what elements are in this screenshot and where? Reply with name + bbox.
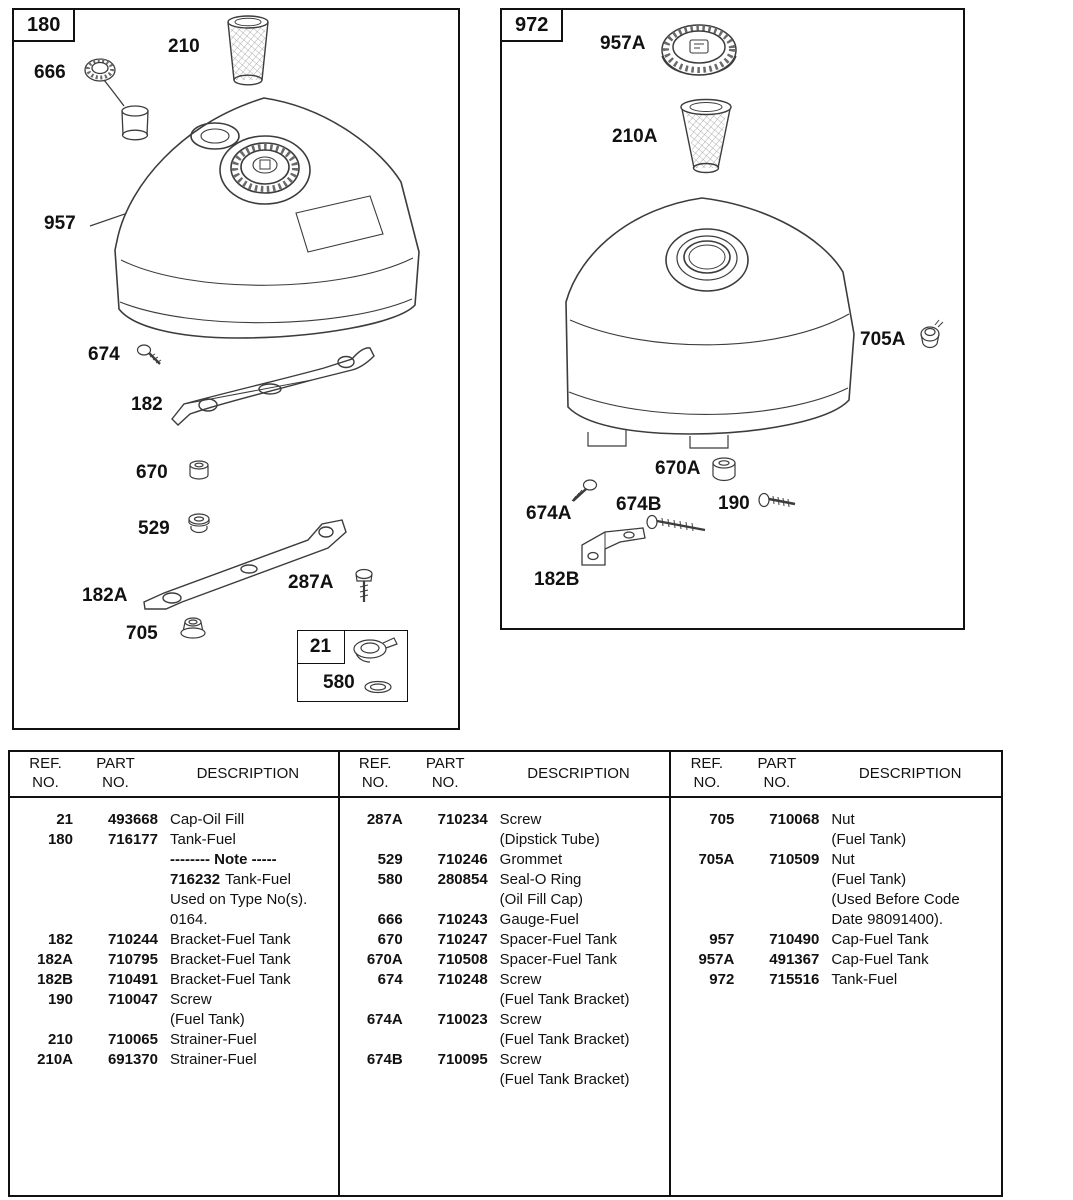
inset-box-21-580 xyxy=(297,630,408,702)
desc-cell: -------- Note ----- xyxy=(170,851,277,868)
desc-cell: Spacer-Fuel Tank xyxy=(499,951,617,968)
callout-182A: 182A xyxy=(82,585,128,606)
desc-cell: (Fuel Tank Bracket) xyxy=(499,991,630,1008)
part-cell xyxy=(403,830,488,850)
desc-cell: Screw xyxy=(499,1011,542,1028)
table-row xyxy=(679,830,997,850)
ref-cell: 666 xyxy=(377,911,403,928)
table-row xyxy=(348,1030,666,1050)
diagram-panel-972 xyxy=(500,8,965,630)
desc-cell: Cap-Oil Fill xyxy=(170,811,245,828)
desc-cell: Strainer-Fuel xyxy=(170,1051,257,1068)
table-row xyxy=(679,970,997,990)
part-cell xyxy=(734,910,819,930)
ref-cell: 210 xyxy=(47,1031,73,1048)
part-cell xyxy=(73,850,158,870)
spacer-670A-drawing xyxy=(713,458,735,481)
o-ring-580-drawing xyxy=(365,682,391,693)
desc-cell: Bracket-Fuel Tank xyxy=(170,931,291,948)
strainer-210-drawing xyxy=(228,16,268,85)
ref-cell xyxy=(18,850,73,870)
part-cell: 691370 xyxy=(107,1051,158,1068)
desc-cell: (Fuel Tank) xyxy=(831,871,907,888)
callout-190: 190 xyxy=(718,493,750,514)
description-header: DESCRIPTION xyxy=(858,764,962,782)
part-cell: 710509 xyxy=(769,851,820,868)
table-row xyxy=(348,890,666,910)
callout-674A: 674A xyxy=(526,503,572,524)
table-row xyxy=(348,830,666,850)
ref-cell: 972 xyxy=(709,971,735,988)
screw-674B-drawing xyxy=(647,516,705,532)
ref-cell: 670A xyxy=(366,951,403,968)
parts-table-header-2 xyxy=(340,752,670,798)
spacer-670-drawing xyxy=(190,461,208,479)
desc-cell: (Fuel Tank Bracket) xyxy=(499,1031,630,1048)
part-cell xyxy=(734,870,819,890)
desc-cell: (Fuel Tank) xyxy=(831,831,907,848)
panel-label-180: 180 xyxy=(12,8,75,42)
ref-cell xyxy=(18,870,73,890)
table-row xyxy=(348,1010,666,1030)
inset-label-21: 21 xyxy=(297,630,345,664)
callout-210A: 210A xyxy=(612,126,658,147)
part-cell: 491367 xyxy=(769,951,820,968)
diagram-panel-180 xyxy=(12,8,460,730)
ref-cell: 580 xyxy=(377,871,403,888)
table-row xyxy=(18,990,334,1010)
callout-670A: 670A xyxy=(655,458,701,479)
description-header: DESCRIPTION xyxy=(527,764,630,782)
callout-674: 674 xyxy=(88,344,120,365)
table-row xyxy=(679,910,997,930)
part-cell: 280854 xyxy=(437,871,488,888)
part-cell xyxy=(734,890,819,910)
bracket-182B-drawing xyxy=(582,528,645,565)
ref-cell: 180 xyxy=(47,831,73,848)
part-cell: 710491 xyxy=(107,971,158,988)
panel-label-972: 972 xyxy=(500,8,563,42)
parts-table-column-2 xyxy=(338,752,670,1195)
ref-cell: 674A xyxy=(366,1011,403,1028)
table-row xyxy=(18,870,334,890)
desc-cell: Seal-O Ring xyxy=(499,871,582,888)
table-row xyxy=(18,970,334,990)
part-cell: 493668 xyxy=(107,811,158,828)
desc-cell: (Oil Fill Cap) xyxy=(499,891,584,908)
screw-190-drawing xyxy=(759,494,795,508)
part-cell: 710508 xyxy=(437,951,488,968)
ref-cell: 182 xyxy=(47,931,73,948)
nut-705A-drawing xyxy=(921,320,943,348)
desc-cell: Screw xyxy=(499,971,542,988)
callout-705A: 705A xyxy=(860,329,906,350)
exploded-view-972 xyxy=(502,10,963,628)
part-cell: 710095 xyxy=(437,1051,488,1068)
table-row xyxy=(348,990,666,1010)
part-cell xyxy=(403,1070,488,1090)
desc-cell: Used on Type No(s). xyxy=(170,891,308,908)
part-no-header: PART NO. xyxy=(96,755,135,791)
table-row xyxy=(348,970,666,990)
screw-287A-drawing xyxy=(356,570,372,603)
table-row xyxy=(18,950,334,970)
fuel-tank-957-drawing xyxy=(115,98,419,338)
ref-cell: 674B xyxy=(366,1051,403,1068)
table-row xyxy=(18,1010,334,1030)
parts-rows-2 xyxy=(340,798,670,1090)
part-cell: 710243 xyxy=(437,911,488,928)
ref-cell xyxy=(679,890,734,910)
ref-cell: 957A xyxy=(698,951,735,968)
part-cell: 715516 xyxy=(769,971,820,988)
ref-cell: 670 xyxy=(377,931,403,948)
table-row xyxy=(679,810,997,830)
ref-cell: 21 xyxy=(56,811,73,828)
part-cell: 710247 xyxy=(437,931,488,948)
desc-cell: (Fuel Tank) xyxy=(170,1011,245,1028)
ref-cell: 182A xyxy=(37,951,73,968)
part-cell xyxy=(403,1030,488,1050)
table-row xyxy=(679,870,997,890)
desc-cell: Gauge-Fuel xyxy=(499,911,579,928)
table-row xyxy=(18,930,334,950)
table-row xyxy=(18,910,334,930)
desc-cell: (Fuel Tank Bracket) xyxy=(499,1071,630,1088)
ref-cell: 287A xyxy=(366,811,403,828)
table-row xyxy=(679,890,997,910)
ref-cell: 210A xyxy=(37,1051,73,1068)
desc-cell: Screw xyxy=(170,991,212,1008)
desc-cell: Nut xyxy=(831,811,855,828)
parts-table-column-3 xyxy=(669,752,1001,1195)
parts-rows-3 xyxy=(671,798,1001,990)
inset-drawings xyxy=(298,631,406,700)
parts-table-column-1 xyxy=(10,752,338,1195)
ref-cell: 190 xyxy=(47,991,73,1008)
table-row xyxy=(348,810,666,830)
ref-cell xyxy=(348,830,403,850)
callout-957: 957 xyxy=(44,213,76,234)
bracket-182A-drawing xyxy=(144,520,346,609)
table-row xyxy=(348,1050,666,1070)
table-row xyxy=(348,870,666,890)
callout-670: 670 xyxy=(136,462,168,483)
part-cell: 710234 xyxy=(437,811,488,828)
callout-210: 210 xyxy=(168,36,200,57)
part-cell xyxy=(73,910,158,930)
desc-cell: (Dipstick Tube) xyxy=(499,831,600,848)
callout-580: 580 xyxy=(323,672,355,693)
callout-674B: 674B xyxy=(616,494,662,515)
desc-cell: Spacer-Fuel Tank xyxy=(499,931,617,948)
grommet-529-drawing xyxy=(189,514,209,533)
part-cell: 710065 xyxy=(107,1031,158,1048)
ref-cell xyxy=(679,870,734,890)
desc-cell: Grommet xyxy=(499,851,563,868)
table-row xyxy=(18,850,334,870)
table-row xyxy=(18,1050,334,1070)
oil-gauge-666-drawing xyxy=(85,59,148,140)
table-row xyxy=(348,910,666,930)
table-row xyxy=(348,850,666,870)
parts-rows-1 xyxy=(10,798,338,1070)
part-cell xyxy=(403,890,488,910)
parts-table-header-1 xyxy=(10,752,338,798)
nut-705-drawing xyxy=(181,618,205,638)
screw-674A-drawing xyxy=(572,480,597,501)
table-row xyxy=(18,1030,334,1050)
fuel-cap-957A-drawing xyxy=(662,25,736,75)
bracket-182-drawing xyxy=(172,348,374,425)
table-row xyxy=(18,830,334,850)
part-cell: 710023 xyxy=(437,1011,488,1028)
ref-cell: 957 xyxy=(709,931,735,948)
part-cell: 710244 xyxy=(107,931,158,948)
ref-cell xyxy=(348,1070,403,1090)
callout-529: 529 xyxy=(138,518,170,539)
desc-cell: Tank-Fuel xyxy=(831,971,898,988)
part-cell xyxy=(73,1010,158,1030)
part-no-header: PART NO. xyxy=(425,755,465,791)
part-cell: 710047 xyxy=(107,991,158,1008)
ref-cell xyxy=(18,890,73,910)
desc-cell: Screw xyxy=(499,1051,542,1068)
ref-cell xyxy=(679,910,734,930)
part-cell: 716177 xyxy=(107,831,158,848)
ref-no-header: REF. NO. xyxy=(690,755,724,791)
desc-cell: (Used Before Code xyxy=(831,891,960,908)
screw-674-drawing xyxy=(138,345,162,364)
desc-cell: 716232 Tank-Fuel xyxy=(170,871,291,888)
part-cell: 710248 xyxy=(437,971,488,988)
ref-cell xyxy=(348,1030,403,1050)
exploded-view-180 xyxy=(14,10,458,728)
callout-666: 666 xyxy=(34,62,66,83)
fuel-tank-972-drawing xyxy=(566,198,854,448)
ref-cell: 529 xyxy=(377,851,403,868)
strainer-210A-drawing xyxy=(681,100,731,173)
ref-cell: 182B xyxy=(37,971,73,988)
ref-cell xyxy=(679,830,734,850)
part-cell xyxy=(403,990,488,1010)
part-cell: 710068 xyxy=(769,811,820,828)
ref-no-header: REF. NO. xyxy=(358,755,392,791)
ref-no-header: REF. NO. xyxy=(29,755,62,791)
desc-cell: 0164. xyxy=(170,911,208,928)
parts-table xyxy=(8,750,1003,1197)
description-header: DESCRIPTION xyxy=(196,764,300,782)
table-row xyxy=(348,950,666,970)
ref-cell: 705A xyxy=(698,851,735,868)
table-row xyxy=(679,950,997,970)
part-cell xyxy=(73,890,158,910)
desc-cell: Tank-Fuel xyxy=(170,831,236,848)
desc-cell: Nut xyxy=(831,851,855,868)
part-cell xyxy=(73,870,158,890)
table-row xyxy=(348,930,666,950)
ref-cell: 705 xyxy=(709,811,735,828)
desc-cell: Bracket-Fuel Tank xyxy=(170,951,291,968)
desc-cell: Cap-Fuel Tank xyxy=(831,951,929,968)
desc-cell: Screw xyxy=(499,811,542,828)
ref-cell xyxy=(18,910,73,930)
parts-table-header-3 xyxy=(671,752,1001,798)
callout-705: 705 xyxy=(126,623,158,644)
table-row xyxy=(18,810,334,830)
part-cell: 710490 xyxy=(769,931,820,948)
callout-182: 182 xyxy=(131,394,163,415)
desc-cell: Date 98091400). xyxy=(831,911,944,928)
ref-cell xyxy=(348,990,403,1010)
table-row xyxy=(348,1070,666,1090)
ref-cell xyxy=(18,1010,73,1030)
table-row xyxy=(679,930,997,950)
callout-182B: 182B xyxy=(534,569,580,590)
desc-cell: Strainer-Fuel xyxy=(170,1031,257,1048)
part-cell: 710795 xyxy=(107,951,158,968)
part-no-header: PART NO. xyxy=(757,755,797,791)
callout-287A: 287A xyxy=(288,572,334,593)
part-cell xyxy=(734,830,819,850)
desc-cell: Bracket-Fuel Tank xyxy=(170,971,291,988)
callout-957A: 957A xyxy=(600,33,646,54)
table-row xyxy=(18,890,334,910)
desc-cell: Cap-Fuel Tank xyxy=(831,931,929,948)
ref-cell: 674 xyxy=(377,971,403,988)
part-cell: 710246 xyxy=(437,851,488,868)
table-row xyxy=(679,850,997,870)
ref-cell xyxy=(348,890,403,910)
